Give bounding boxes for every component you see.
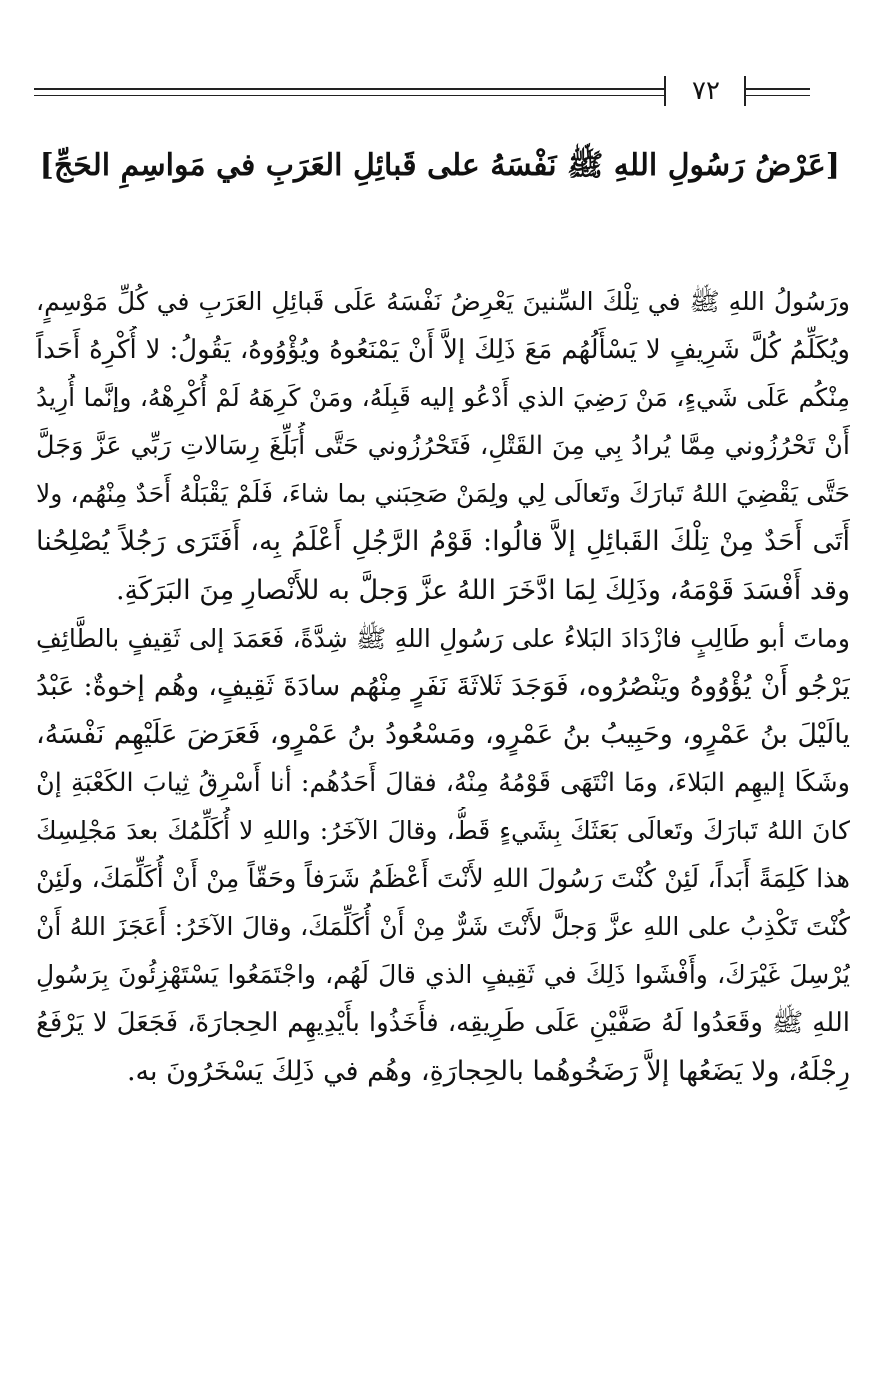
text-line: رِجْلَهُ، ولا يَضَعُها إلاَّ رَضَخُوهُما بالحِجارَةِ، وهُم في ذَلِكَ يَسْخَرُونَ به. [126, 1055, 850, 1087]
text-line: وشَكَا إليهِم البَلاءَ، ومَا انْتَهَى قَوْمُهُ مِنْهُ، فقالَ أَحَدُهُم: أنا أَسْرِقُ ثِيابَ الكَعْبَةِ إنْ [36, 767, 850, 798]
text-line: وماتَ أبو طَالِبٍ فازْدَادَ البَلاءُ على رَسُولِ اللهِ ﷺ شِدَّةً، فَعَمَدَ إلى ثَقِيفٍ بالطَّائِفِ [36, 623, 850, 653]
header-bar-left [664, 76, 666, 106]
text-line: وقد أَفْسَدَ قَوْمَهُ، وذَلِكَ لِمَا ادَّخَرَ اللهُ عزَّ وَجلَّ به للأَنْصارِ مِنَ البَرَكَةِ. [115, 574, 850, 606]
text-line: يُرْسِلَ غَيْرَكَ، وأَفْشَوا ذَلِكَ في ثَقِيفٍ الذي قالَ لَهُم، واجْتَمَعُوا يَسْتَهْزِئُونَ بِرَسُولِ [36, 960, 850, 990]
text-line: ورَسُولُ اللهِ ﷺ في تِلْكَ السِّنينَ يَعْرِضُ نَفْسَهُ عَلَى قَبائِلِ العَرَبِ في كُلِّ مَوْسِمٍ، [36, 287, 850, 316]
paragraph [36, 615, 850, 1096]
header-rule-right [746, 88, 810, 96]
text-line: مِنْكُم عَلَى شَيءٍ، مَنْ رَضِيَ الذي أَدْعُو إليه قَبِلَهُ، ومَنْ كَرِهَهُ لَمْ أُكْرِهْهُ، وإنَّما أُرِيدُ [36, 383, 850, 413]
paragraph [36, 278, 850, 615]
text-line: اللهِ ﷺ وقَعَدُوا لَهُ صَفَّيْنِ عَلَى طَرِيقِه، فأَخَذُوا بأَيْدِيهِم الحِجارَةَ، فَجَعَلَ لا يَرْفَعُ [36, 1008, 850, 1039]
text-line: يَرْجُو أَنْ يُؤْوُوهُ ويَنْصُرُوه، فَوَجَدَ ثَلاثَةَ نَفَرٍ مِنْهُم سادَةَ ثَقِيفٍ، وهُم إخوةٌ: عَبْدُ [36, 670, 850, 702]
chapter-title: [عَرْضُ رَسُولِ اللهِ ﷺ نَفْسَهُ على قَبائِلِ العَرَبِ في مَواسِمِ الحَجِّ] [39, 148, 840, 183]
body-text [36, 278, 850, 1096]
page-number: ٧٢ [692, 76, 720, 106]
text-line: ويُكَلِّمُ كُلَّ شَرِيفٍ لا يَسْأَلُهُم مَعَ ذَلِكَ إلاَّ أَنْ يَمْنَعُوهُ ويُؤْوُوهُ، يَقُولُ: لا أُكْرِهُ أَحَداً [36, 335, 850, 366]
text-line: هذا كَلِمَةً أَبَداً، لَئِنْ كُنْتَ رَسُولَ اللهِ لأَنْتَ أَعْظَمُ شَرَفاً وحَقّاً مِنْ أَنْ أُكَلِّمَكَ، ولَئِنْ [36, 864, 850, 895]
text-line: كانَ اللهُ تَبارَكَ وتَعالَى بَعَثَكَ بِشَيءٍ قَطُّ، وقالَ الآخَرُ: واللهِ لا أُكَلِّمُكَ بعدَ مَجْلِسِكَ [36, 816, 850, 846]
running-header [34, 76, 810, 106]
text-line: كُنْتَ تَكْذِبُ على اللهِ عزَّ وَجلَّ لأَنْتَ شَرٌّ مِنْ أَنْ أُكَلِّمَكَ، وقالَ الآخَرُ: أَعَجَزَ اللهُ أَنْ [36, 912, 850, 942]
text-line: أَتَى أَحَدٌ مِنْ تِلْكَ القَبائِلِ إلاَّ قالُوا: قَوْمُ الرَّجُلِ أَعْلَمُ بِه، أَفَتَرَى رَجُلاً يُصْلِحُنا [36, 526, 850, 558]
text-line: يالَيْلَ بنُ عَمْرٍو، وحَبِيبُ بنُ عَمْرٍو، ومَسْعُودُ بنُ عَمْرٍو، فَعَرَضَ عَلَيْهِم نَفْسَهُ، [36, 718, 850, 750]
header-rule-left [34, 88, 664, 96]
text-line: أَنْ تَحْرُزُوني مِمَّا يُرادُ بِي مِنَ القَتْلِ، فَتَحْرُزُوني حَتَّى أُبَلِّغَ رِسَالاتِ رَبِّي عَزَّ وَجَلَّ [36, 431, 850, 462]
text-line: حَتَّى يَقْضِيَ اللهُ تَبارَكَ وتَعالَى لِي ولِمَنْ صَحِبَني بما شاءَ، فَلَمْ يَقْبَلْهُ أَحَدٌ مِنْهُم، ولا [36, 479, 850, 509]
